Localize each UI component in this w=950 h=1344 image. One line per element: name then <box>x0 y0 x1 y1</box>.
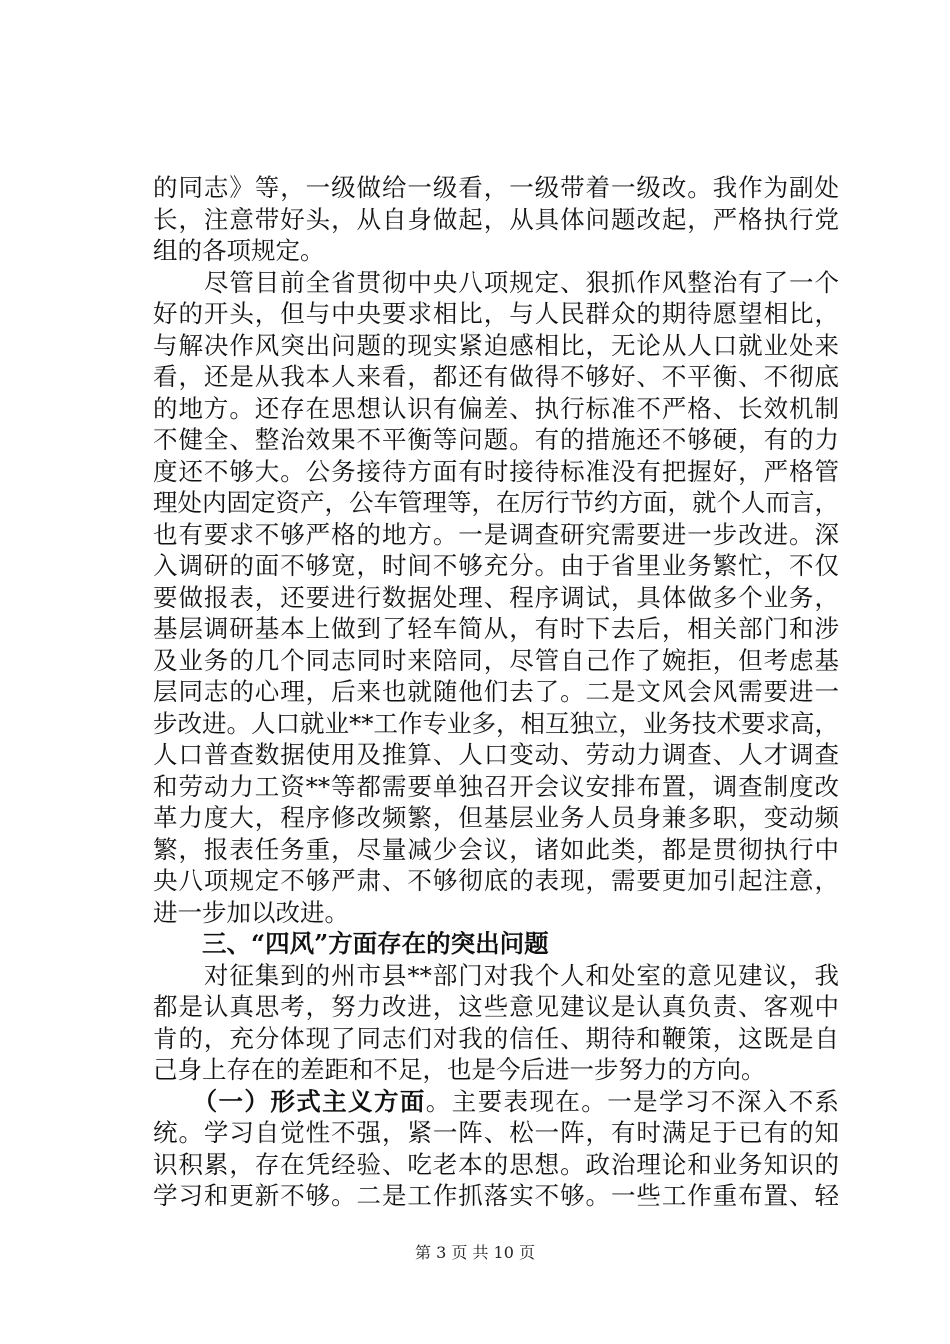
paragraph-block-2 <box>153 960 839 1086</box>
text-line: 繁，报表任务重，尽量减少会议，诸如此类，都是贯彻执行中 <box>153 834 839 864</box>
text-line: 的同志》等，一级做给一级看，一级带着一级改。我作为副处 <box>153 173 839 202</box>
text-line: 识积累，存在凭经验、吃老本的思想。政治理论和业务知识的 <box>153 1149 839 1179</box>
document-body <box>153 172 839 1212</box>
text-line: 及业务的几个同志同时来陪同，尽管自己作了婉拒，但考虑基 <box>153 645 839 675</box>
page-footer: 第 3 页 共 10 页 <box>415 1243 535 1262</box>
text-line: 的地方。还存在思想认识有偏差、执行标准不严格、长效机制 <box>153 393 839 423</box>
text-line: 学习和更新不够。二是工作抓落实不够。一些工作重布置、轻 <box>153 1181 839 1210</box>
text-line: 革力度大，程序修改频繁，但基层业务人员身兼多职，变动频 <box>153 803 839 832</box>
text-line: 也有要求不够严格的地方。一是调查研究需要进一步改进。深 <box>153 519 839 549</box>
paragraph-block-3 <box>153 1117 839 1212</box>
text-line: 都是认真思考，努力改进，这些意见建议是认真负责、客观中 <box>153 992 839 1021</box>
text-line: 步改进。人口就业**工作专业多，相互独立，业务技术要求高， <box>153 708 839 738</box>
subsection-heading-line <box>153 1086 839 1118</box>
text-line: 层同志的心理，后来也就随他们去了。二是文风会风需要进一 <box>153 677 839 706</box>
text-line: 统。学习自觉性不强，紧一阵、松一阵，有时满足于已有的知 <box>153 1118 839 1147</box>
text-line: 长，注意带好头，从自身做起，从具体问题改起，严格执行党 <box>153 204 839 234</box>
text-line: 理处内固定资产，公车管理等，在厉行节约方面，就个人而言， <box>153 488 839 517</box>
text-line: 看，还是从我本人来看，都还有做得不够好、不平衡、不彻底 <box>153 362 839 391</box>
subsection-heading: （一）形式主义方面 <box>153 1086 426 1116</box>
text-line: 与解决作风突出问题的现实紧迫感相比，无论从人口就业处来 <box>153 330 839 360</box>
text-line: 要做报表，还要进行数据处理、程序调试，具体做多个业务， <box>153 582 839 612</box>
section-heading: 三、“四风”方面存在的突出问题 <box>153 929 549 958</box>
text-line: 度还不够大。公务接待方面有时接待标准没有把握好，严格管 <box>153 456 839 486</box>
paragraph-block-1 <box>153 172 839 928</box>
text-line: 对征集到的州市县**部门对我个人和处室的意见建议，我 <box>153 960 839 990</box>
text-line: 组的各项规定。 <box>153 236 325 265</box>
text-line: 不健全、整治效果不平衡等问题。有的措施还不够硬，有的力 <box>153 425 839 454</box>
text-line: 己身上存在的差距和不足，也是今后进一步努力的方向。 <box>153 1055 766 1084</box>
text-line: 入调研的面不够宽，时间不够充分。由于省里业务繁忙，不仅 <box>153 551 839 580</box>
text-line: 基层调研基本上做到了轻车简从，有时下去后，相关部门和涉 <box>153 614 839 643</box>
text-line: 央八项规定不够严肃、不够彻底的表现，需要更加引起注意， <box>153 866 839 895</box>
text-line: 肯的，充分体现了同志们对我的信任、期待和鞭策，这既是自 <box>153 1023 839 1053</box>
text-line: 人口普查数据使用及推算、人口变动、劳动力调查、人才调查 <box>153 740 839 769</box>
text-line: 尽管目前全省贯彻中央八项规定、狠抓作风整治有了一个 <box>153 267 839 297</box>
subsection-heading-rest: 。主要表现在。一是学习不深入不系 <box>425 1086 839 1116</box>
text-line: 进一步加以改进。 <box>153 897 349 927</box>
text-line: 好的开头，但与中央要求相比，与人民群众的期待愿望相比， <box>153 299 839 328</box>
text-line: 和劳动力工资**等都需要单独召开会议安排布置，调查制度改 <box>153 771 839 801</box>
